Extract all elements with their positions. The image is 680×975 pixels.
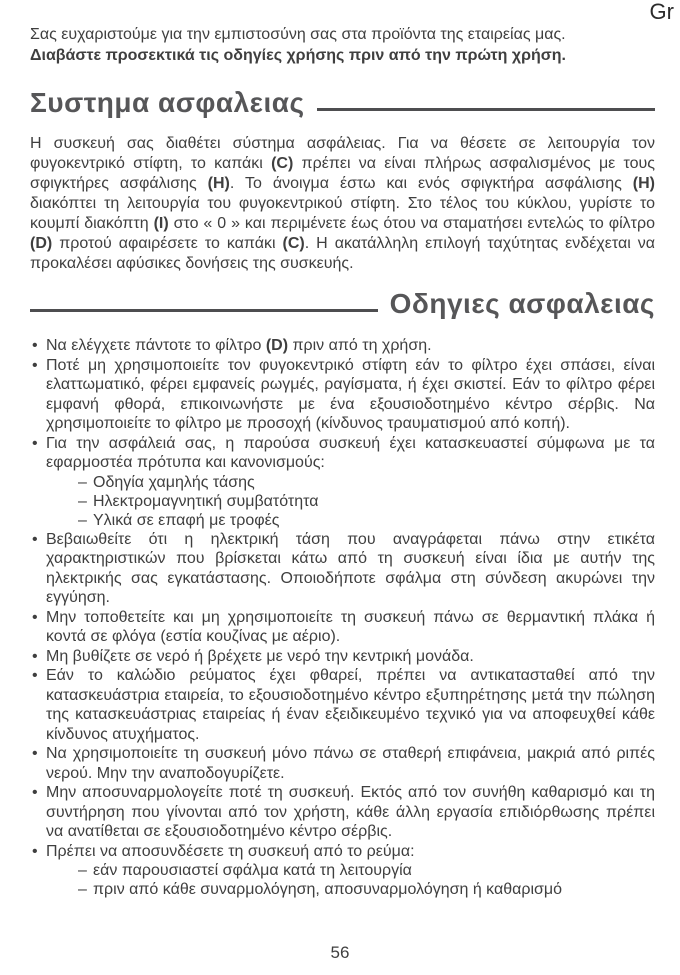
list-item [30, 356, 655, 434]
bullet-icon: • [32, 842, 38, 860]
text-segment: . Η ακατάλληλη επιλογή ταχύτητας ενδέχεται να προκαλέσει αφύσικες δονήσεις της συσκευής. [30, 235, 656, 272]
list-item [30, 783, 655, 842]
dash-icon: – [78, 473, 87, 491]
sub-list-item-text: Υλικά σε επαφή με τροφές [93, 511, 280, 529]
bullet-icon: • [32, 337, 38, 354]
list-item-text [46, 783, 655, 842]
sub-list-item [30, 511, 655, 530]
text-segment: διακόπτει τη λειτουργία του φυγοκεντρικού στίφτη. Στο τέλος του κύκλου, γυρίστε το κουμπί διακόπτη [30, 195, 655, 232]
list-item-text [46, 336, 655, 356]
intro-read-warning-text: Διαβάστε προσεκτικά τις οδηγίες χρήσης πριν από την πρώτη χρήση. [30, 47, 566, 64]
bullet-icon: • [32, 434, 38, 452]
list-item [30, 530, 655, 608]
dash-icon: – [78, 862, 87, 879]
dash-icon: – [78, 511, 87, 529]
sub-list-item-text: Ηλεκτρομαγνητική συμβατότητα [93, 492, 319, 510]
part-label-bold: (C) [271, 155, 294, 172]
intro-thanks-text: Σας ευχαριστούμε για την εμπιστοσύνη σας στα προϊόντα της εταιρείας μας. [30, 26, 566, 43]
sub-list-item-text: εάν παρουσιαστεί σφάλμα κατά τη λειτουργία [93, 862, 412, 879]
list-item-text [46, 647, 655, 667]
list-item-text [46, 666, 655, 744]
list-item-text [46, 530, 655, 608]
text-segment: προτού αφαιρέσετε το καπάκι [52, 235, 283, 252]
part-label-bold: (D) [30, 235, 53, 252]
dash-icon: – [78, 492, 87, 510]
bullet-icon: • [32, 667, 38, 684]
text-segment: Εάν το καλώδιο ρεύματος έχει φθαρεί, πρέπει να αντικατασταθεί από την κατασκευάστρια εταιρεία, το εξουσιοδοτημένο κέντρο εξυπηρέτησης μετά την πώληση της κατασκευάστριας εταιρείας ή έναν εξειδικευμένο τεχνικό για να αποφευχθεί κάθε κίνδυνος ατυχήματος. [46, 667, 655, 743]
bullet-icon: • [32, 356, 38, 374]
section-title-safety-instructions: Οδηγιες ασφαλειας [389, 288, 655, 319]
bullet-icon: • [32, 647, 38, 665]
text-segment: Βεβαιωθείτε ότι η ηλεκτρική τάση που αναγράφεται πάνω στην ετικέτα χαρακτηριστικών που βρίσκεται κάτω από τη συσκευή είναι ίδια με αυτήν της ηλεκτρικής σας εγκατάστασης. Οποιοδήποτε σφάλμα στη σύνδεση ακυρώνει την εγγύηση. [46, 530, 655, 606]
bullet-icon: • [32, 784, 38, 801]
page-number: 56 [330, 943, 350, 962]
bullet-icon: • [32, 608, 38, 626]
part-label-bold: (H) [632, 175, 655, 192]
text-segment: Μην αποσυναρμολογείτε ποτέ τη συσκευή. Εκτός από τον συνήθη καθαρισμό και τη συντήρηση που γίνονται από τον χρήστη, κάθε άλλη εργασία επιδιόρθωσης πρέπει να ανατίθεται σε εξουσιοδοτημένο κέντρο σέρβις. [46, 784, 655, 840]
language-code: Gr [649, 0, 674, 24]
text-segment: Η συσκευή σας διαθέτει σύστημα ασφάλειας. Για να θέσετε σε λειτουργία τον φυγοκεντρικό στίφτη, το καπάκι [30, 135, 655, 172]
list-item [30, 608, 655, 647]
list-item-text [46, 608, 655, 647]
text-segment: Μην τοποθετείτε και μη χρησιμοποιείτε τη συσκευή πάνω σε θερμαντική πλάκα ή κοντά σε φλόγα (εστία κουζίνας με αέριο). [46, 608, 655, 645]
safety-system-paragraph [30, 134, 655, 274]
list-item [30, 647, 655, 667]
text-segment: Μη βυθίζετε σε νερό ή βρέχετε με νερό την κεντρική μονάδα. [46, 647, 474, 665]
sub-list-item [30, 473, 655, 492]
part-label-bold: (D) [265, 337, 289, 354]
text-segment: πρέπει να είναι πλήρως ασφαλισμένος με τους σφιγκτήρες ασφάλισης [30, 155, 656, 192]
sub-list-item-text: πριν από κάθε συναρμολόγηση, αποσυναρμολόγηση ή καθαρισμό [93, 881, 563, 898]
list-item-text [46, 744, 655, 783]
list-item-text [46, 356, 655, 434]
list-item-text [46, 434, 655, 473]
section-heading-safety-instructions [30, 287, 655, 321]
text-segment: Ποτέ μη χρησιμοποιείτε τον φυγοκεντρικό στίφτη εάν το φίλτρο έχει σπάσει, είναι ελαττωματικό, φέρει εμφανείς ρωγμές, ραγίσματα, ή έχει σκιστεί. Εάν το φίλτρο φέρει εμφανή φθορά, επικοινωνήστε με ένα εξουσιοδοτημένο κέντρο σέρβις. Να χρησιμοποιείτε το φίλτρο με προσοχή (κίνδυνος τραυματισμού από κοπή). [46, 356, 655, 432]
bullet-icon: • [32, 745, 38, 762]
list-item [30, 666, 655, 744]
text-segment: Πρέπει να αποσυνδέσετε τη συσκευή από το ρεύμα: [46, 842, 415, 860]
list-item [30, 842, 655, 862]
text-segment: στο « 0 » και περιμένετε έως ότου να σταματήσει εντελώς το φίλτρο [168, 215, 655, 232]
sub-list-item [30, 861, 655, 880]
text-segment: Να χρησιμοποιείτε τη συσκευή μόνο πάνω σε σταθερή επιφάνεια, μακριά από ριπές νερού. Μην την αναποδογυρίζετε. [46, 745, 655, 782]
text-segment: Για την ασφάλειά σας, η παρούσα συσκευή έχει κατασκευαστεί σύμφωνα με τα εφαρμοστέα πρότυπα και κανονισμούς: [46, 434, 655, 471]
dash-icon: – [78, 881, 87, 898]
list-item-text [46, 842, 655, 862]
list-item [30, 434, 655, 473]
intro-block [30, 24, 655, 66]
part-label-bold: (C) [282, 235, 305, 252]
text-segment: . Το άνοιγμα έστω και ενός σφιγκτήρα ασφάλισης [229, 175, 633, 192]
list-item [30, 336, 655, 356]
text-segment: Να ελέγχετε πάντοτε το φίλτρο [46, 337, 266, 354]
safety-instructions-list [30, 336, 655, 899]
text-segment: πριν από τη χρήση. [288, 337, 432, 354]
sub-list-item [30, 492, 655, 511]
section-title-safety-system: Συστημα ασφαλειας [30, 87, 305, 118]
sub-list-item-text: Οδηγία χαμηλής τάσης [93, 473, 255, 491]
sub-list-item [30, 880, 655, 899]
section-heading-safety-system [30, 86, 655, 120]
part-label-bold: (I) [153, 215, 169, 232]
part-label-bold: (H) [207, 175, 230, 192]
list-item [30, 744, 655, 783]
heading-rule [317, 108, 656, 111]
bullet-icon: • [32, 530, 38, 548]
heading-rule [30, 309, 378, 312]
